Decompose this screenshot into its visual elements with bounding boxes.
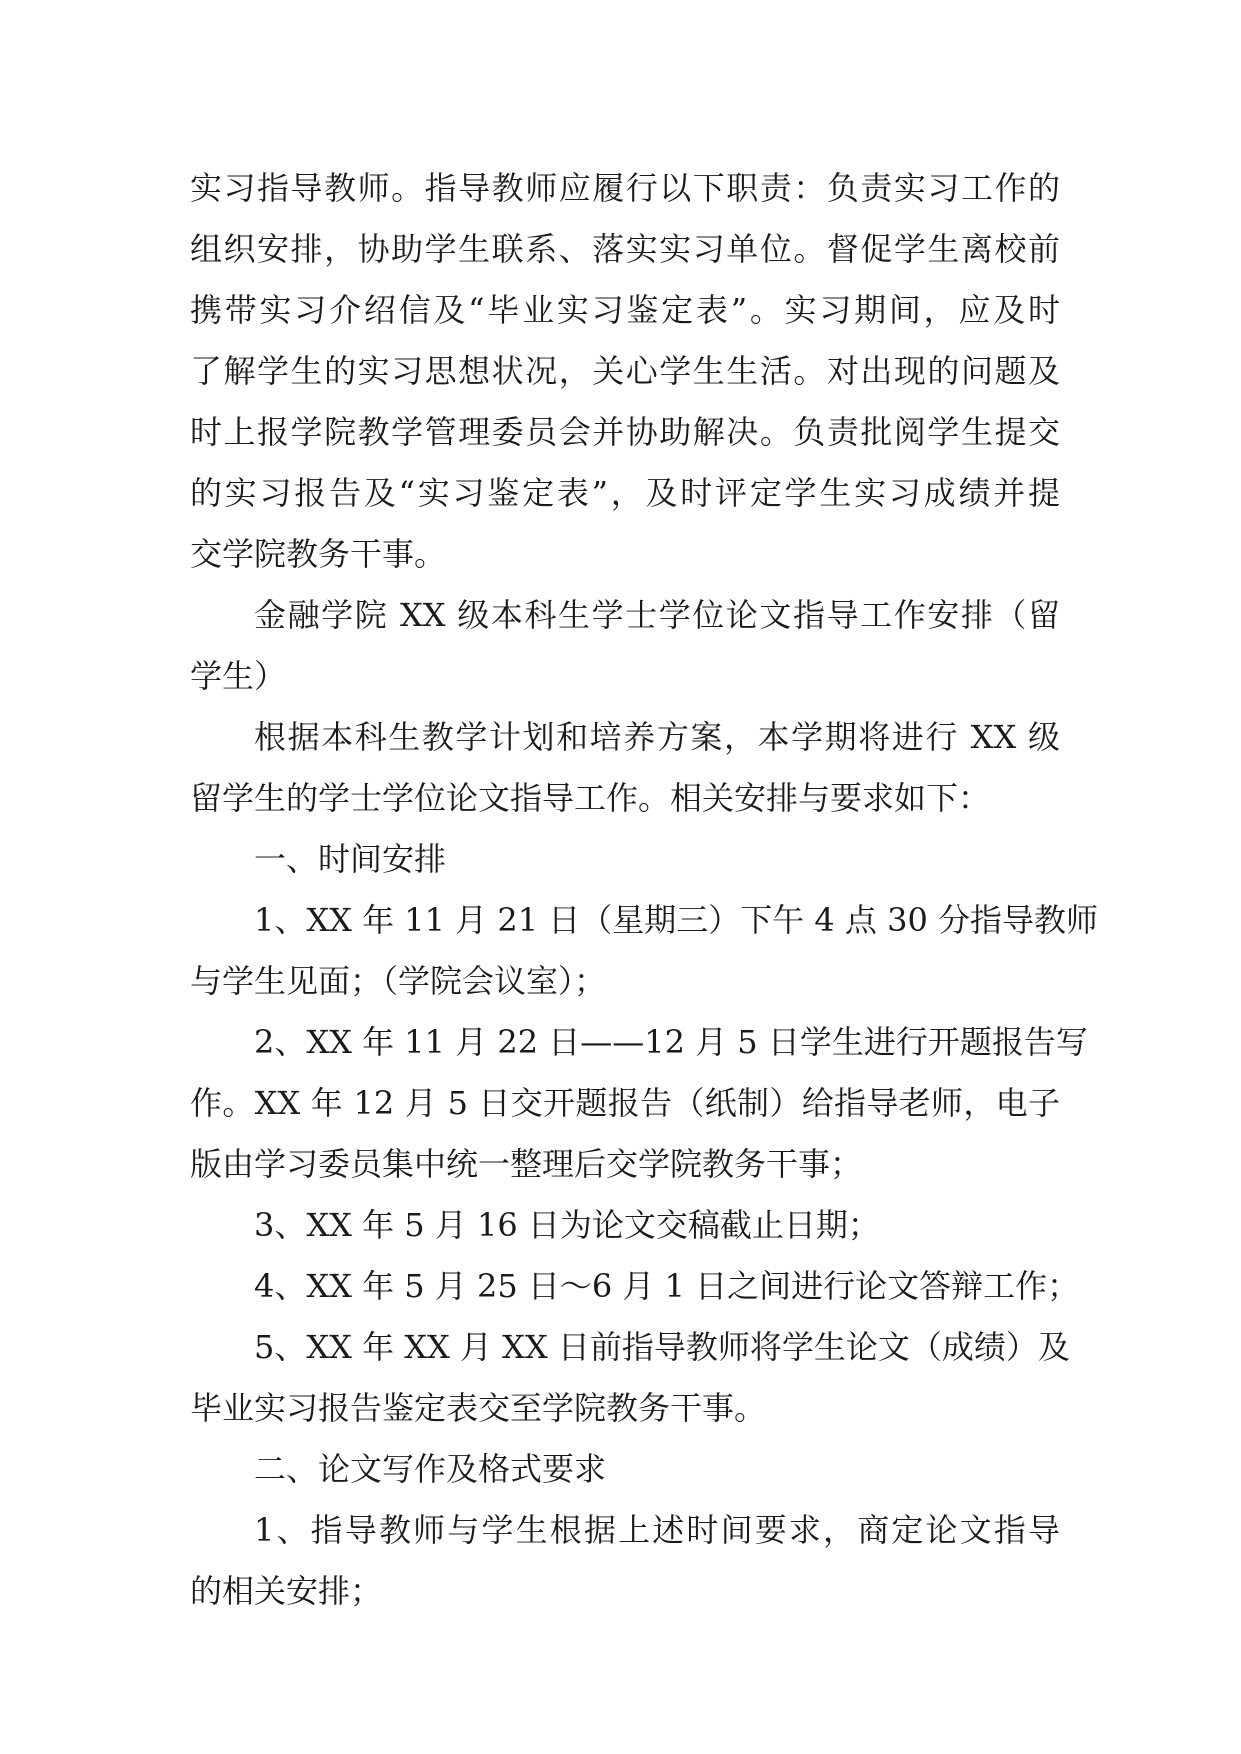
text-line: 交学院教务干事。: [190, 535, 447, 573]
text-line: 学生）: [190, 657, 287, 695]
text-line: 留学生的学士学位论文指导工作。相关安排与要求如下：: [190, 779, 991, 817]
text-line: 毕业实习报告鉴定表交至学院教务干事。: [190, 1389, 767, 1427]
text-line: 作。XX 年 12 月 5 日交开题报告（纸制）给指导老师，电子: [190, 1084, 1060, 1122]
text-line: 时上报学院教学管理委员会并协助解决。负责批阅学生提交: [190, 413, 1060, 451]
text-line: 1、指导教师与学生根据上述时间要求，商定论文指导: [254, 1511, 1060, 1549]
text-line: 1、XX 年 11 月 21 日（星期三）下午 4 点 30 分指导教师: [254, 901, 1098, 939]
text-line: 的实习报告及“实习鉴定表”，及时评定学生实习成绩并提: [190, 474, 1060, 512]
text-line: 金融学院 XX 级本科生学士学位论文指导工作安排（留: [254, 596, 1060, 634]
text-line: 4、XX 年 5 月 25 日～6 月 1 日之间进行论文答辩工作；: [254, 1267, 1080, 1305]
text-line: 3、XX 年 5 月 16 日为论文交稿截止日期；: [254, 1206, 880, 1244]
text-line: 根据本科生教学计划和培养方案，本学期将进行 XX 级: [254, 718, 1060, 756]
text-line: 5、XX 年 XX 月 XX 日前指导教师将学生论文（成绩）及: [254, 1328, 1070, 1366]
text-line: 了解学生的实习思想状况，关心学生生活。对出现的问题及: [190, 352, 1060, 390]
text-line: 的相关安排；: [190, 1572, 383, 1610]
text-line: 携带实习介绍信及“毕业实习鉴定表”。实习期间，应及时: [190, 291, 1060, 329]
text-line: 一、时间安排: [254, 840, 447, 878]
text-line: 二、论文写作及格式要求: [254, 1450, 607, 1488]
text-line: 版由学习委员集中统一整理后交学院教务干事；: [190, 1145, 863, 1183]
text-line: 组织安排，协助学生联系、落实实习单位。督促学生离校前: [190, 230, 1060, 268]
document-body: [190, 158, 1098, 1622]
text-line: 实习指导教师。指导教师应履行以下职责：负责实习工作的: [190, 169, 1060, 207]
text-line: 2、XX 年 11 月 22 日——12 月 5 日学生进行开题报告写: [254, 1023, 1088, 1061]
text-line: 与学生见面；（学院会议室）；: [190, 962, 607, 1000]
